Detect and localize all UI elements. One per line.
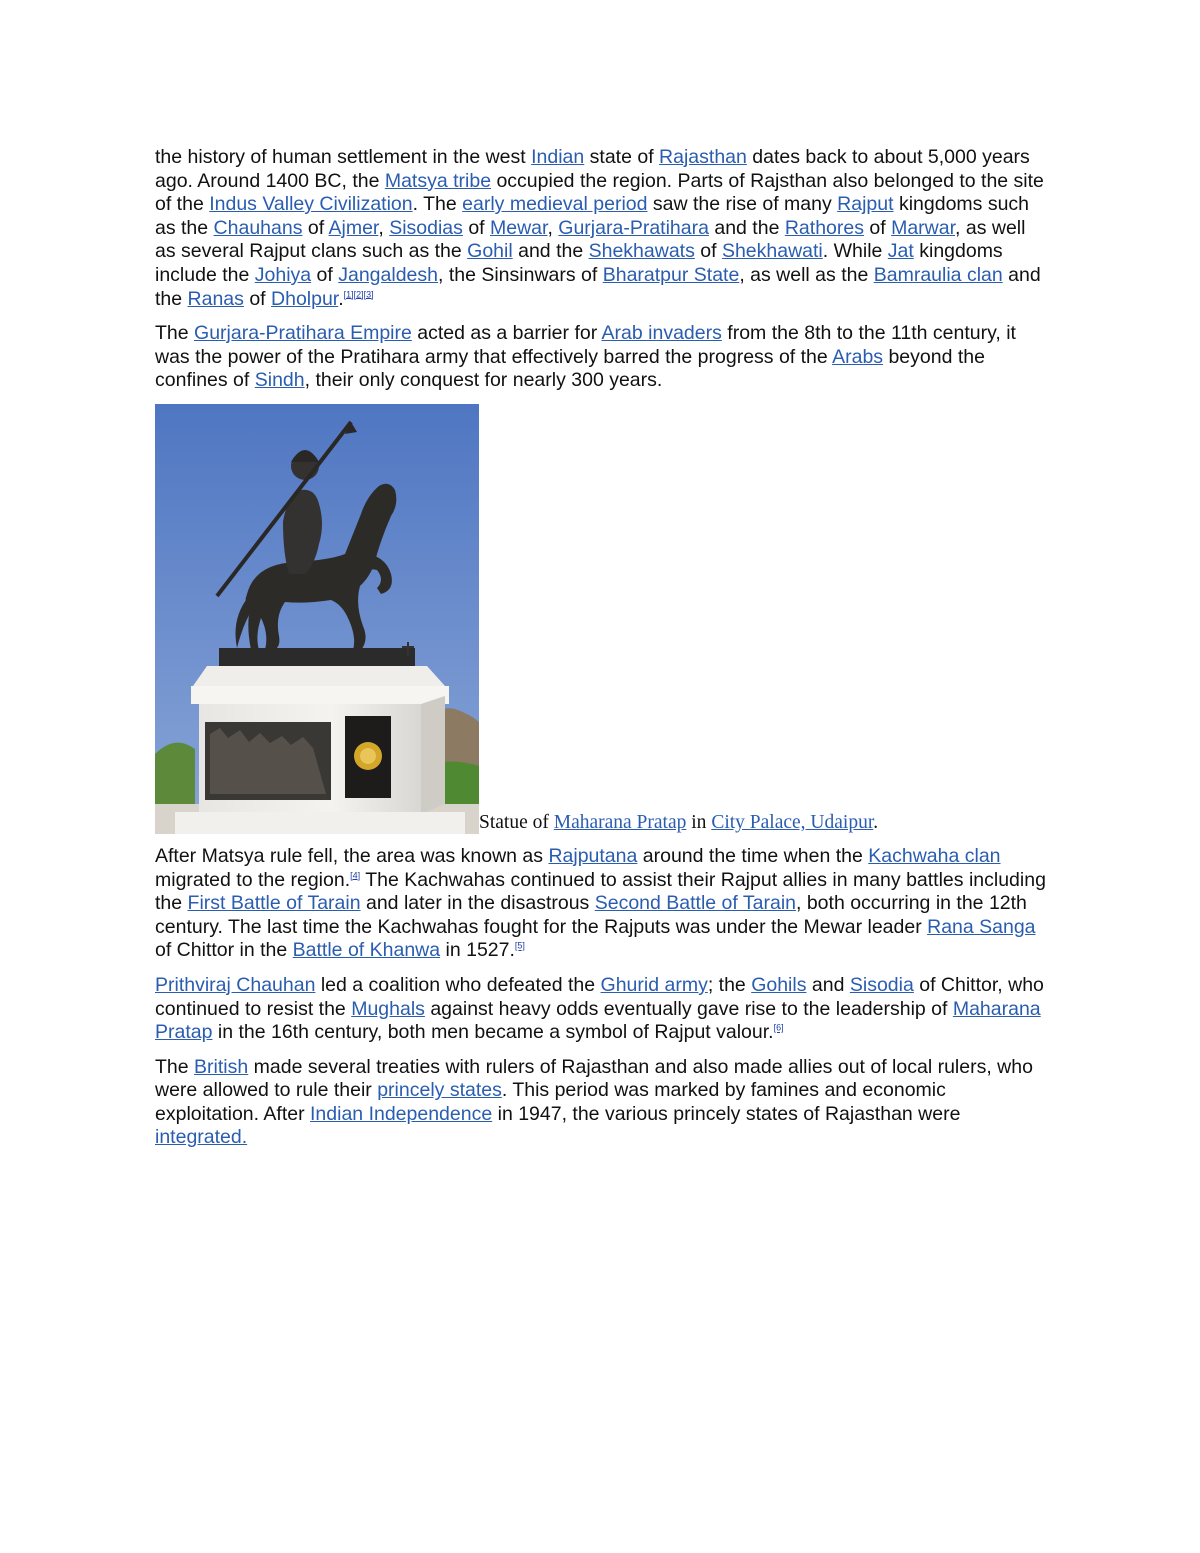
text: made several treaties with rulers of Rajasthan and also made allies out of local rulers, who were allowed to rule their	[155, 1055, 1033, 1102]
link-bamraulia-clan[interactable]: Bamraulia clan	[873, 263, 1003, 286]
text: . This period was marked by famines and economic exploitation. After	[155, 1079, 946, 1125]
citation-superscript	[344, 289, 374, 299]
text: acted as a barrier for	[411, 322, 602, 345]
link-kachwaha-clan[interactable]: Kachwaha clan	[868, 844, 1001, 867]
citation-superscript	[350, 870, 360, 880]
link-princely-states[interactable]: princely states	[377, 1079, 502, 1102]
link-prithviraj-chauhan[interactable]: Prithviraj Chauhan	[155, 973, 316, 996]
text: of	[243, 287, 272, 310]
plinth	[219, 648, 415, 666]
link-shekhawati[interactable]: Shekhawati	[721, 240, 823, 263]
link-rajput[interactable]: Rajput	[837, 193, 894, 216]
link-jat[interactable]: Jat	[887, 240, 914, 263]
text: beyond the confines of	[155, 345, 985, 392]
citation-superscript	[515, 941, 525, 951]
link-battle-of-khanwa[interactable]: Battle of Khanwa	[292, 939, 441, 962]
text: of	[311, 263, 339, 286]
text: and later in the disastrous	[360, 892, 595, 915]
link-mewar[interactable]: Mewar	[490, 216, 548, 239]
text: of	[462, 216, 491, 239]
text: of	[694, 240, 722, 263]
text: in 1527.	[440, 939, 515, 962]
figure-statue	[155, 404, 1050, 834]
text: saw the rise of many	[647, 193, 838, 216]
text: and	[806, 973, 850, 996]
text: kingdoms include the	[155, 240, 1003, 286]
text: The Kachwahas continued to assist their Rajput allies in many battles including the	[155, 868, 1046, 915]
text: .	[873, 811, 879, 833]
text: migrated to the region.	[155, 868, 351, 891]
citation-link[interactable]: [6]	[773, 1022, 784, 1033]
text: After Matsya rule fell, the area was known as	[155, 844, 549, 867]
text: against heavy odds eventually gave rise to the leadership of	[424, 997, 953, 1020]
citation-link[interactable]: [4]	[350, 870, 361, 881]
equestrian-statue-photo	[155, 404, 479, 834]
link-maharana-pratap[interactable]: Maharana Pratap	[155, 997, 1041, 1044]
text: state of	[584, 146, 660, 168]
text: . While	[822, 240, 888, 263]
link-marwar[interactable]: Marwar	[891, 216, 956, 239]
link-ghurid-army[interactable]: Ghurid army	[600, 973, 708, 996]
link-chauhans[interactable]: Chauhans	[213, 216, 303, 239]
paragraph-british	[155, 1056, 1050, 1150]
link-bharatpur-state[interactable]: Bharatpur State	[602, 263, 740, 286]
link-first-battle-of-tarain[interactable]: First Battle of Tarain	[187, 892, 361, 915]
link-sisodias[interactable]: Sisodias	[389, 216, 463, 239]
link-city-palace-udaipur[interactable]: City Palace, Udaipur	[711, 811, 874, 833]
paragraph-rajputana	[155, 845, 1050, 963]
pedestal-cap	[191, 686, 449, 704]
text: and the	[155, 263, 1041, 310]
text: from the 8th to the 11th century, it was the power of the Pratihara army that effectively barred the progress of the	[155, 322, 1016, 368]
link-rajasthan[interactable]: Rajasthan	[659, 146, 747, 168]
cross-marker	[407, 642, 409, 656]
citation-superscript	[774, 1023, 784, 1033]
base-step	[175, 812, 465, 834]
paragraph-prithviraj	[155, 974, 1050, 1045]
text: and the	[708, 216, 785, 239]
link-mughals[interactable]: Mughals	[351, 997, 425, 1020]
pedestal-top	[193, 666, 445, 686]
text: in 1947, the various princely states of Rajasthan were	[492, 1102, 961, 1125]
link-dholpur[interactable]: Dholpur	[271, 287, 339, 310]
text: of	[302, 216, 329, 239]
link-gohil[interactable]: Gohil	[467, 240, 513, 263]
text: around the time when the	[637, 844, 869, 867]
link-ajmer[interactable]: Ajmer	[328, 216, 379, 239]
text: dates back to about 5,000 years ago. Around 1400 BC, the	[155, 146, 1030, 192]
text: and the	[512, 240, 589, 263]
link-sindh[interactable]: Sindh	[254, 369, 305, 392]
link-jangaldesh[interactable]: Jangaldesh	[338, 263, 438, 286]
link-rajputana[interactable]: Rajputana	[548, 844, 638, 867]
citation-link[interactable]: [5]	[514, 940, 525, 951]
text: kingdoms such as the	[155, 193, 1030, 239]
text: led a coalition who defeated the	[315, 973, 601, 996]
text: of	[863, 216, 892, 239]
text: Statue of	[479, 811, 554, 833]
link-arab-invaders[interactable]: Arab invaders	[601, 322, 722, 345]
text: , as well as the	[739, 263, 874, 286]
link-indian[interactable]: Indian	[531, 146, 585, 168]
text: of Chittor in the	[155, 939, 293, 962]
link-integrated[interactable]: integrated.	[155, 1126, 248, 1149]
link-gurjara-pratihara[interactable]: Gurjara-Pratihara	[558, 216, 709, 239]
link-gurjara-pratihara-empire[interactable]: Gurjara-Pratihara Empire	[194, 322, 412, 345]
text: in	[686, 811, 712, 833]
text: The	[155, 322, 195, 345]
text: , both occurring in the 12th century. The last time the Kachwahas fought for the Rajputs was under the Mewar leader	[155, 892, 1027, 938]
link-rana-sanga[interactable]: Rana Sanga	[927, 915, 1036, 938]
text: . The	[412, 193, 463, 216]
link-johiya[interactable]: Johiya	[254, 263, 312, 286]
pedestal-side	[421, 696, 445, 814]
text: of Chittor, who continued to resist the	[155, 973, 1044, 1020]
text: the history of human settlement in the west	[155, 146, 532, 168]
text: The	[155, 1055, 195, 1078]
link-gohils[interactable]: Gohils	[751, 973, 807, 996]
text: , the Sinsinwars of	[437, 263, 603, 286]
link-second-battle-of-tarain[interactable]: Second Battle of Tarain	[594, 892, 796, 915]
link-maharana-pratap[interactable]: Maharana Pratap	[553, 811, 687, 833]
article-body	[155, 146, 1050, 1161]
link-sisodia[interactable]: Sisodia	[849, 973, 914, 996]
citation-link[interactable]: [1][2][3]	[343, 289, 374, 300]
link-rathores[interactable]: Rathores	[784, 216, 864, 239]
link-early-medieval-period[interactable]: early medieval period	[462, 193, 648, 216]
link-indian-independence[interactable]: Indian Independence	[310, 1102, 493, 1125]
link-arabs[interactable]: Arabs	[832, 345, 884, 368]
text: , their only conquest for nearly 300 years.	[304, 369, 663, 392]
link-ranas[interactable]: Ranas	[187, 287, 244, 310]
link-indus-valley-civilization[interactable]: Indus Valley Civilization	[209, 193, 413, 216]
text: in the 16th century, both men became a symbol of Rajput valour.	[212, 1021, 774, 1044]
paragraph-gurjara-pratihara	[155, 322, 1050, 393]
text: .	[338, 287, 344, 310]
text: ; the	[707, 973, 752, 996]
figure-caption	[479, 812, 878, 834]
text: occupied the region. Parts of Rajsthan also belonged to the site of the	[155, 169, 1044, 216]
link-british[interactable]: British	[194, 1055, 249, 1078]
link-matsya-tribe[interactable]: Matsya tribe	[384, 169, 492, 192]
text: ,	[547, 216, 559, 239]
text: ,	[378, 216, 390, 239]
link-shekhawats[interactable]: Shekhawats	[588, 240, 695, 263]
text: , as well as several Rajput clans such as the	[155, 216, 1026, 263]
paragraph-history-intro	[155, 146, 1050, 311]
